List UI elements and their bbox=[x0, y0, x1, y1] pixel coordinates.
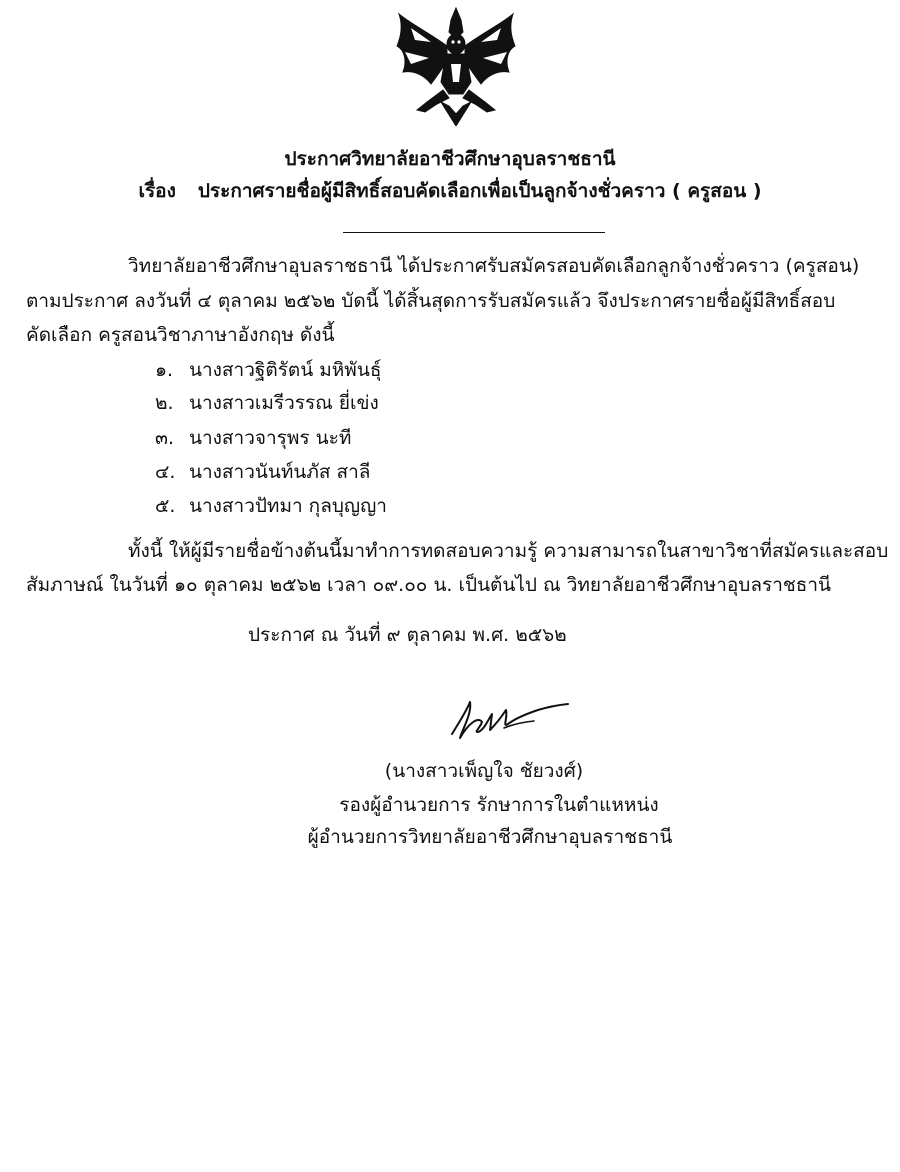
candidate-list-item bbox=[155, 355, 381, 385]
candidate-name: นางสาวนันท์นภัส สาลี bbox=[189, 461, 371, 483]
body-paragraph-2-line-1: ทั้งนี้ ให้ผู้มีรายชื่อข้างต้นนี้มาทำการทดสอบความรู้ ความสามารถในสาขาวิชาที่สมัครและสอบ bbox=[128, 540, 889, 562]
document-subject-line bbox=[0, 176, 900, 206]
candidate-number: ๓. bbox=[155, 427, 175, 449]
garuda-emblem-icon bbox=[391, 6, 521, 126]
candidate-list-item bbox=[155, 491, 387, 521]
candidate-number: ๑. bbox=[155, 359, 174, 381]
candidate-name: นางสาวจารุพร นะที bbox=[189, 427, 352, 449]
candidate-list-item bbox=[155, 423, 351, 453]
title-divider bbox=[343, 232, 605, 233]
announcement-date: ประกาศ ณ วันที่ ๙ ตุลาคม พ.ศ. ๒๕๖๒ bbox=[248, 624, 567, 646]
body-paragraph-1-line-3: คัดเลือก ครูสอนวิชาภาษาอังกฤษ ดังนี้ bbox=[26, 324, 335, 346]
candidate-list-item bbox=[155, 457, 370, 487]
body-paragraph-1-line-1: วิทยาลัยอาชีวศึกษาอุบลราชธานี ได้ประกาศรับสมัครสอบคัดเลือกลูกจ้างชั่วคราว (ครูสอน) bbox=[128, 255, 860, 277]
handwritten-signature-icon bbox=[448, 694, 570, 742]
candidate-name: นางสาวเมรีวรรณ ยี่เข่ง bbox=[189, 392, 379, 414]
document-title: ประกาศวิทยาลัยอาชีวศึกษาอุบลราชธานี bbox=[284, 148, 616, 170]
candidate-number: ๕. bbox=[155, 495, 176, 517]
signer-position: รองผู้อำนวยการ รักษาการในตำแหหน่ง bbox=[339, 794, 659, 816]
candidate-number: ๔. bbox=[155, 461, 176, 483]
candidate-name: นางสาวปัทมา กุลบุญญา bbox=[189, 495, 387, 517]
candidate-name: นางสาวฐิติรัตน์ มหิพันธุ์ bbox=[189, 359, 382, 381]
subject-label: เรื่อง bbox=[138, 180, 176, 202]
signer-organization-position: ผู้อำนวยการวิทยาลัยอาชีวศึกษาอุบลราชธานี bbox=[307, 826, 673, 848]
signer-name: (นางสาวเพ็ญใจ ชัยวงศ์) bbox=[384, 760, 584, 782]
candidate-number: ๒. bbox=[155, 392, 174, 414]
document-subject: ประกาศรายชื่อผู้มีสิทธิ์สอบคัดเลือกเพื่อเป็นลูกจ้างชั่วคราว ( ครูสอน ) bbox=[197, 180, 762, 202]
candidate-list-item bbox=[155, 388, 379, 418]
body-paragraph-1-line-2: ตามประกาศ ลงวันที่ ๔ ตุลาคม ๒๕๖๒ บัดนี้ ได้สิ้นสุดการรับสมัครแล้ว จึงประกาศรายชื่อผู้มีสิทธิ์สอบ bbox=[26, 290, 836, 312]
body-paragraph-2-line-2: สัมภาษณ์ ในวันที่ ๑๐ ตุลาคม ๒๕๖๒ เวลา ๐๙.๐๐ น. เป็นต้นไป ณ วิทยาลัยอาชีวศึกษาอุบลราชธานี bbox=[26, 574, 832, 596]
